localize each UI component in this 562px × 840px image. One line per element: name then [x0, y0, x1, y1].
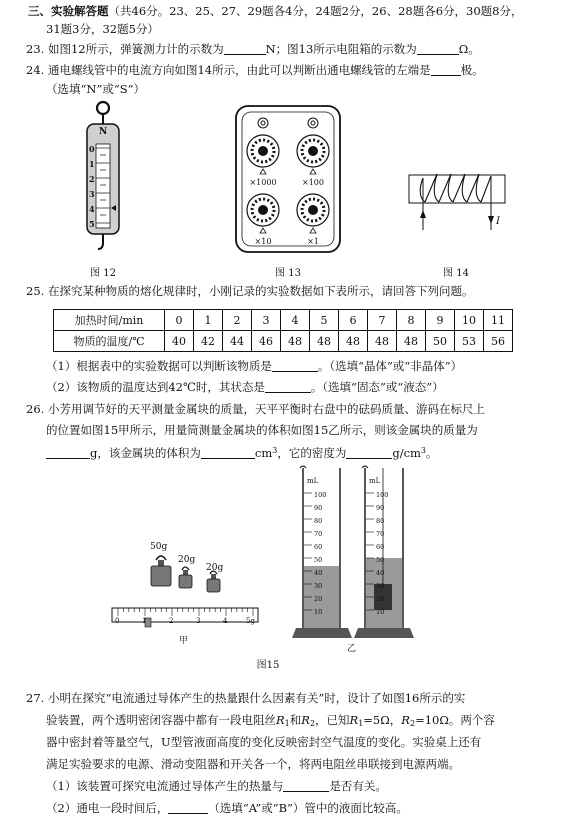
question-number: 24. — [26, 63, 45, 77]
table-cell: 7 — [368, 310, 397, 331]
table-row-header: 加热时间/min — [54, 310, 165, 331]
question-23 — [26, 40, 480, 58]
table-cell: 46 — [252, 331, 281, 352]
q27-text-d: =10Ω。两个容 — [415, 713, 495, 727]
table-cell: 40 — [165, 331, 194, 352]
cylinder-unit-label: mL — [369, 477, 381, 485]
tick-label: 90 — [314, 504, 323, 512]
q26-text-a: g，该金属块的体积为 — [90, 446, 201, 460]
spring-scale-unit: N — [99, 127, 108, 137]
table-cell: 56 — [484, 331, 513, 352]
q27-and: 和 — [289, 713, 302, 727]
question-number: 26. — [26, 402, 45, 416]
figure-15-yi-cylinders — [0, 460, 562, 660]
section-points-line2: 31题3分，32题5分） — [46, 22, 159, 36]
q27-line3: 器中密封着等量空气，U型管液面高度的变化反映密封空气温度的变化。实验桌上还有 — [46, 735, 482, 749]
multiplier-label: ×1 — [307, 237, 319, 246]
ruler-tick-label: 3 — [196, 617, 201, 625]
table-cell: 48 — [339, 331, 368, 352]
cylinder-1-tick-labels — [314, 489, 326, 619]
tick-label: 100 — [376, 491, 389, 499]
figure-15-caption: 图15 — [256, 660, 280, 671]
current-label: I — [496, 216, 500, 227]
table-cell: 48 — [281, 331, 310, 352]
question-25 — [26, 282, 473, 300]
figure-15-yi-label: 乙 — [347, 644, 357, 654]
q27-line1: 小明在探究“电流通过导体产生的热量跟什么因素有关”时，设计了如图16所示的实 — [47, 691, 466, 705]
q26-unit-cm: cm — [254, 446, 273, 460]
section-points: （共46分。23、25、27、29题各4分，24题2分，26、28题各6分，30题8分， — [108, 4, 523, 18]
tick-label: 70 — [376, 530, 385, 538]
q26-line1: 小芳用调节好的天平测量金属块的质量，天平平衡时右盘中的砝码质量、游码在标尺上 — [47, 402, 485, 416]
q27-line4: 满足实验要求的电源、滑动变阻器和开关各一个，将两电阻丝串联接到电源两端。 — [46, 757, 460, 771]
q25-sub1-text: （1）根据表中的实验数据可以判断该物质是 — [46, 359, 272, 373]
question-26 — [26, 400, 485, 418]
table-cell: 5 — [310, 310, 339, 331]
answer-blank[interactable] — [201, 446, 255, 459]
table-cell: 2 — [223, 310, 252, 331]
tick-label: 80 — [314, 517, 323, 525]
weight-label: 50g — [150, 542, 168, 552]
answer-blank[interactable] — [346, 446, 392, 459]
table-cell: 3 — [252, 310, 281, 331]
section-heading: 三、实验解答题 — [28, 4, 109, 18]
question-number: 25. — [26, 284, 45, 298]
q24-text-a: 通电螺线管中的电流方向如图14所示，由此可以判断出通电螺线管的左端是 — [47, 63, 431, 77]
figure-15-jia-label: 甲 — [179, 636, 189, 646]
tick-label: 10 — [376, 608, 385, 616]
figure-13-caption: 图 13 — [275, 268, 301, 279]
resistor-subscript: 1 — [284, 719, 290, 728]
tick-label: 10 — [314, 608, 323, 616]
table-cell: 50 — [426, 331, 455, 352]
table-cell: 44 — [223, 331, 252, 352]
arrow-down-icon — [488, 216, 494, 224]
answer-blank[interactable] — [224, 42, 266, 55]
multiplier-label: ×100 — [302, 178, 324, 187]
multiplier-label: ×10 — [254, 237, 272, 246]
q25-sub2-hint: 。（选填“固态”或“液态”） — [310, 380, 444, 394]
weight-label: 20g — [206, 563, 224, 573]
ruler-tick-label: 0 — [115, 617, 120, 625]
tick-label: 3 — [89, 189, 95, 199]
resistor-subscript: 2 — [409, 719, 416, 728]
ruler-tick-label: 1 — [142, 617, 147, 625]
q26-text-c: ，它的密度为 — [277, 446, 347, 460]
q27-line2 — [46, 711, 495, 733]
table-cell: 10 — [455, 310, 484, 331]
tick-label: 80 — [376, 517, 385, 525]
answer-blank[interactable] — [168, 801, 208, 814]
cylinder-2-tick-labels — [376, 489, 388, 619]
answer-blank[interactable] — [417, 42, 459, 55]
table-cell: 48 — [368, 331, 397, 352]
q27-text-b: ，已知 — [315, 713, 350, 727]
resistor-symbol: R — [301, 713, 310, 727]
question-number: 23. — [26, 42, 45, 56]
tick-label: 0 — [89, 144, 95, 154]
ruler-tick-label: 2 — [169, 617, 174, 625]
table-cell: 8 — [397, 310, 426, 331]
q26-line2: 的位置如图15甲所示，用量筒测量金属块的体积如图15乙所示，则该金属块的质量为 — [46, 423, 478, 437]
q27-sub1 — [46, 777, 387, 795]
q26-unit-sup: 3 — [272, 446, 278, 455]
tick-label: 50 — [314, 556, 323, 564]
tick-label: 100 — [314, 491, 327, 499]
table-cell: 1 — [194, 310, 223, 331]
table-row — [54, 331, 513, 352]
q26-text-e: 。 — [426, 446, 438, 460]
figure-12-caption: 图 12 — [90, 268, 116, 279]
tick-label: 70 — [314, 530, 323, 538]
tick-label: 60 — [314, 543, 323, 551]
table-cell: 4 — [281, 310, 310, 331]
ruler-tick-label: 5g — [246, 617, 255, 625]
table-row-header: 物质的温度/℃ — [54, 331, 165, 352]
resistor-subscript: 1 — [358, 719, 364, 728]
resistor-symbol: R — [401, 713, 410, 727]
table-cell: 6 — [339, 310, 368, 331]
q26-unit-sup: 3 — [420, 446, 427, 455]
resistor-symbol: R — [276, 713, 285, 727]
tick-label: 60 — [376, 543, 385, 551]
cylinder-2-base — [354, 628, 414, 638]
q25-sub2 — [46, 378, 444, 396]
question-24 — [26, 61, 484, 79]
tick-label: 30 — [376, 582, 385, 590]
tick-label: 20 — [376, 595, 385, 603]
q23-text-b: N；图13所示电阻箱的示数为 — [265, 42, 417, 56]
answer-blank[interactable] — [272, 359, 318, 372]
q27-text-a: 验装置，两个透明密闭容器中都有一段电阻丝 — [46, 713, 276, 727]
answer-blank[interactable] — [283, 779, 329, 792]
coil-windings — [420, 174, 491, 202]
answer-blank[interactable] — [46, 446, 90, 459]
tick-label: 1 — [89, 159, 95, 169]
q24-option-hint: （选填“N”或“S”） — [46, 82, 145, 96]
table-cell: 53 — [455, 331, 484, 352]
q27-sub2-hint: （选填“A”或“B”）管中的液面比较高。 — [208, 801, 408, 815]
table-cell: 42 — [194, 331, 223, 352]
tick-label: 4 — [89, 204, 95, 214]
question-number: 27. — [26, 691, 45, 705]
figure-14-caption: 图 14 — [443, 268, 469, 279]
table-cell: 48 — [397, 331, 426, 352]
table-cell: 0 — [165, 310, 194, 331]
multiplier-label: ×1000 — [249, 178, 277, 187]
arrow-up-icon — [420, 210, 426, 218]
ruler-tick-label: 4 — [223, 617, 228, 625]
tick-label: 90 — [376, 504, 385, 512]
q23-text-c: Ω。 — [458, 42, 480, 56]
table-row — [54, 310, 513, 331]
q27-sub2-text: （2）通电一段时间后， — [46, 801, 169, 815]
q26-unit-density: g/cm — [392, 446, 421, 460]
cylinder-1-base — [292, 628, 352, 638]
tick-label: 40 — [376, 569, 385, 577]
tick-label: 40 — [314, 569, 323, 577]
cylinder-unit-label: mL — [307, 477, 319, 485]
resistor-symbol: R — [349, 713, 359, 727]
table-cell: 48 — [310, 331, 339, 352]
q25-sub1-hint: 。（选填“晶体”或“非晶体”） — [317, 359, 463, 373]
q25-text: 在探究某种物质的熔化规律时，小刚记录的实验数据如下表所示，请回答下列问题。 — [47, 284, 474, 298]
answer-blank[interactable] — [431, 63, 461, 76]
figure-14-solenoid — [0, 100, 562, 260]
weight-label: 20g — [178, 555, 196, 565]
q27-sub1-tail: 是否有关。 — [329, 779, 387, 793]
q27-text-c: =5Ω， — [363, 713, 402, 727]
data-table — [53, 309, 513, 352]
q24-text-b: 极。 — [460, 63, 484, 77]
tick-label: 30 — [314, 582, 323, 590]
q27-sub1-text: （1）该装置可探究电流通过导体产生的热量与 — [46, 779, 284, 793]
table-cell: 11 — [484, 310, 513, 331]
tick-label: 50 — [376, 556, 385, 564]
q25-sub1 — [46, 357, 462, 375]
tick-label: 2 — [89, 174, 95, 184]
q27-sub2 — [46, 799, 408, 817]
q26-line3 — [46, 442, 438, 462]
resistor-subscript: 2 — [309, 719, 316, 728]
tick-label: 5 — [89, 219, 95, 229]
table-cell: 9 — [426, 310, 455, 331]
q23-text-a: 如图12所示，弹簧测力计的示数为 — [47, 42, 224, 56]
answer-blank[interactable] — [265, 380, 311, 393]
q25-sub2-text: （2）该物质的温度达到42℃时，其状态是 — [46, 380, 265, 394]
question-27 — [26, 689, 465, 707]
section-heading-line — [28, 2, 522, 20]
tick-label: 20 — [314, 595, 323, 603]
